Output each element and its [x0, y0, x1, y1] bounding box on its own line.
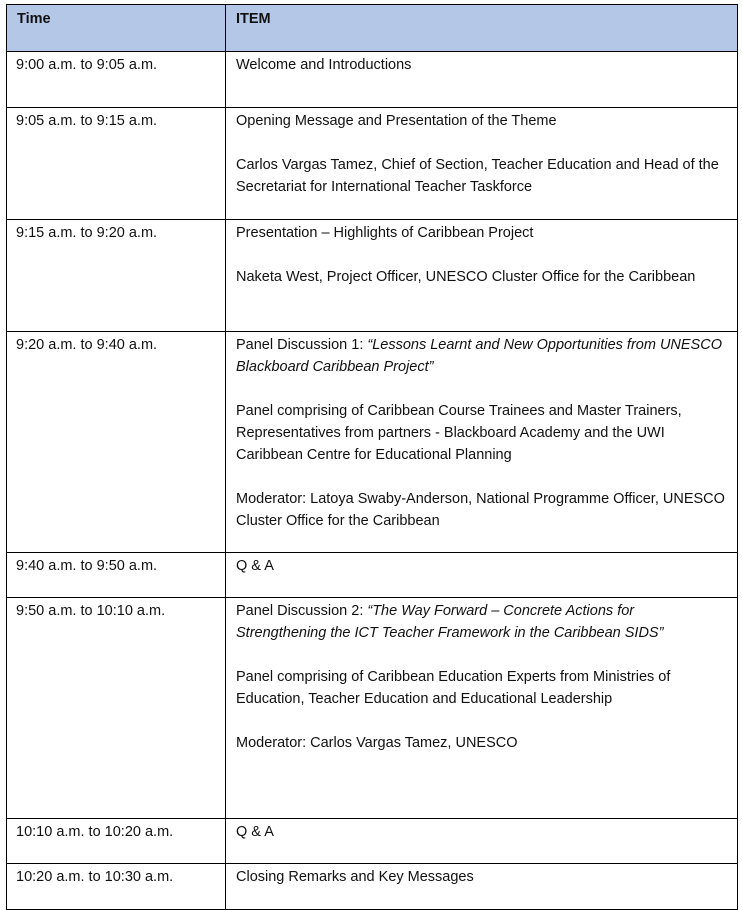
time-slot-label: 9:50 a.m. to 10:10 a.m. — [16, 603, 166, 619]
item-text: Naketa West, Project Officer, UNESCO Cluster Office for the Caribbean — [236, 269, 696, 285]
item-paragraph — [236, 732, 727, 754]
item-text: Panel comprising of Caribbean Course Trainees and Master Trainers, Representatives from partners - Blackboard Academy and the UWI Caribbean Centre for Educational Planning — [236, 403, 682, 463]
item-cell — [226, 864, 738, 910]
time-cell — [7, 332, 226, 553]
item-text: Moderator: Carlos Vargas Tamez, UNESCO — [236, 735, 518, 751]
item-text: Panel comprising of Caribbean Education Experts from Ministries of Education, Teacher Education and Educational Leadership — [236, 669, 671, 707]
item-cell — [226, 108, 738, 220]
agenda-row — [7, 553, 738, 598]
item-text: Presentation – Highlights of Caribbean Project — [236, 225, 534, 241]
item-text: Panel Discussion 1: — [236, 337, 368, 353]
item-paragraph — [236, 54, 727, 76]
time-cell — [7, 108, 226, 220]
item-cell — [226, 220, 738, 332]
item-text: Q & A — [236, 558, 274, 574]
time-cell — [7, 220, 226, 332]
item-paragraph — [236, 866, 727, 888]
item-paragraph — [236, 266, 727, 288]
item-text: Panel Discussion 2: — [236, 603, 368, 619]
item-paragraph — [236, 154, 727, 198]
agenda-row — [7, 52, 738, 108]
agenda-row — [7, 108, 738, 220]
time-cell — [7, 553, 226, 598]
time-cell — [7, 598, 226, 819]
item-text: Opening Message and Presentation of the Theme — [236, 113, 557, 129]
agenda-table — [6, 4, 738, 910]
time-cell — [7, 52, 226, 108]
item-text: Q & A — [236, 824, 274, 840]
time-slot-label: 10:20 a.m. to 10:30 a.m. — [16, 869, 174, 885]
item-paragraph — [236, 334, 727, 378]
time-cell — [7, 864, 226, 910]
item-paragraph — [236, 110, 727, 132]
time-slot-label: 10:10 a.m. to 10:20 a.m. — [16, 824, 174, 840]
item-paragraph — [236, 400, 727, 466]
time-column-header — [7, 5, 226, 52]
time-slot-label: 9:20 a.m. to 9:40 a.m. — [16, 337, 158, 353]
item-cell — [226, 598, 738, 819]
time-header-label: Time — [17, 11, 51, 27]
item-column-header — [226, 5, 738, 52]
item-paragraph — [236, 488, 727, 532]
time-slot-label: 9:05 a.m. to 9:15 a.m. — [16, 113, 158, 129]
item-paragraph — [236, 666, 727, 710]
item-cell — [226, 553, 738, 598]
item-paragraph — [236, 600, 727, 644]
item-header-label: ITEM — [236, 11, 271, 27]
item-cell — [226, 332, 738, 553]
item-quoted-title: “Lessons Learnt and New Opportunities from UNESCO Blackboard Caribbean Project” — [236, 337, 722, 375]
agenda-row — [7, 220, 738, 332]
time-cell — [7, 819, 226, 864]
item-cell — [226, 52, 738, 108]
item-text: Welcome and Introductions — [236, 57, 412, 73]
item-text: Carlos Vargas Tamez, Chief of Section, Teacher Education and Head of the Secretariat for International Teacher Taskforce — [236, 157, 719, 195]
time-slot-label: 9:15 a.m. to 9:20 a.m. — [16, 225, 158, 241]
agenda-body — [7, 52, 738, 910]
agenda-header-row — [7, 5, 738, 52]
item-paragraph — [236, 821, 727, 843]
item-paragraph — [236, 555, 727, 577]
item-quoted-title: “The Way Forward – Concrete Actions for Strengthening the ICT Teacher Framework in the Caribbean SIDS” — [236, 603, 664, 641]
item-text: Moderator: Latoya Swaby-Anderson, National Programme Officer, UNESCO Cluster Office for the Caribbean — [236, 491, 725, 529]
agenda-row — [7, 598, 738, 819]
time-slot-label: 9:40 a.m. to 9:50 a.m. — [16, 558, 158, 574]
agenda-row — [7, 332, 738, 553]
item-paragraph — [236, 222, 727, 244]
item-text: Closing Remarks and Key Messages — [236, 869, 474, 885]
agenda-row — [7, 819, 738, 864]
item-cell — [226, 819, 738, 864]
time-slot-label: 9:00 a.m. to 9:05 a.m. — [16, 57, 158, 73]
agenda-row — [7, 864, 738, 910]
